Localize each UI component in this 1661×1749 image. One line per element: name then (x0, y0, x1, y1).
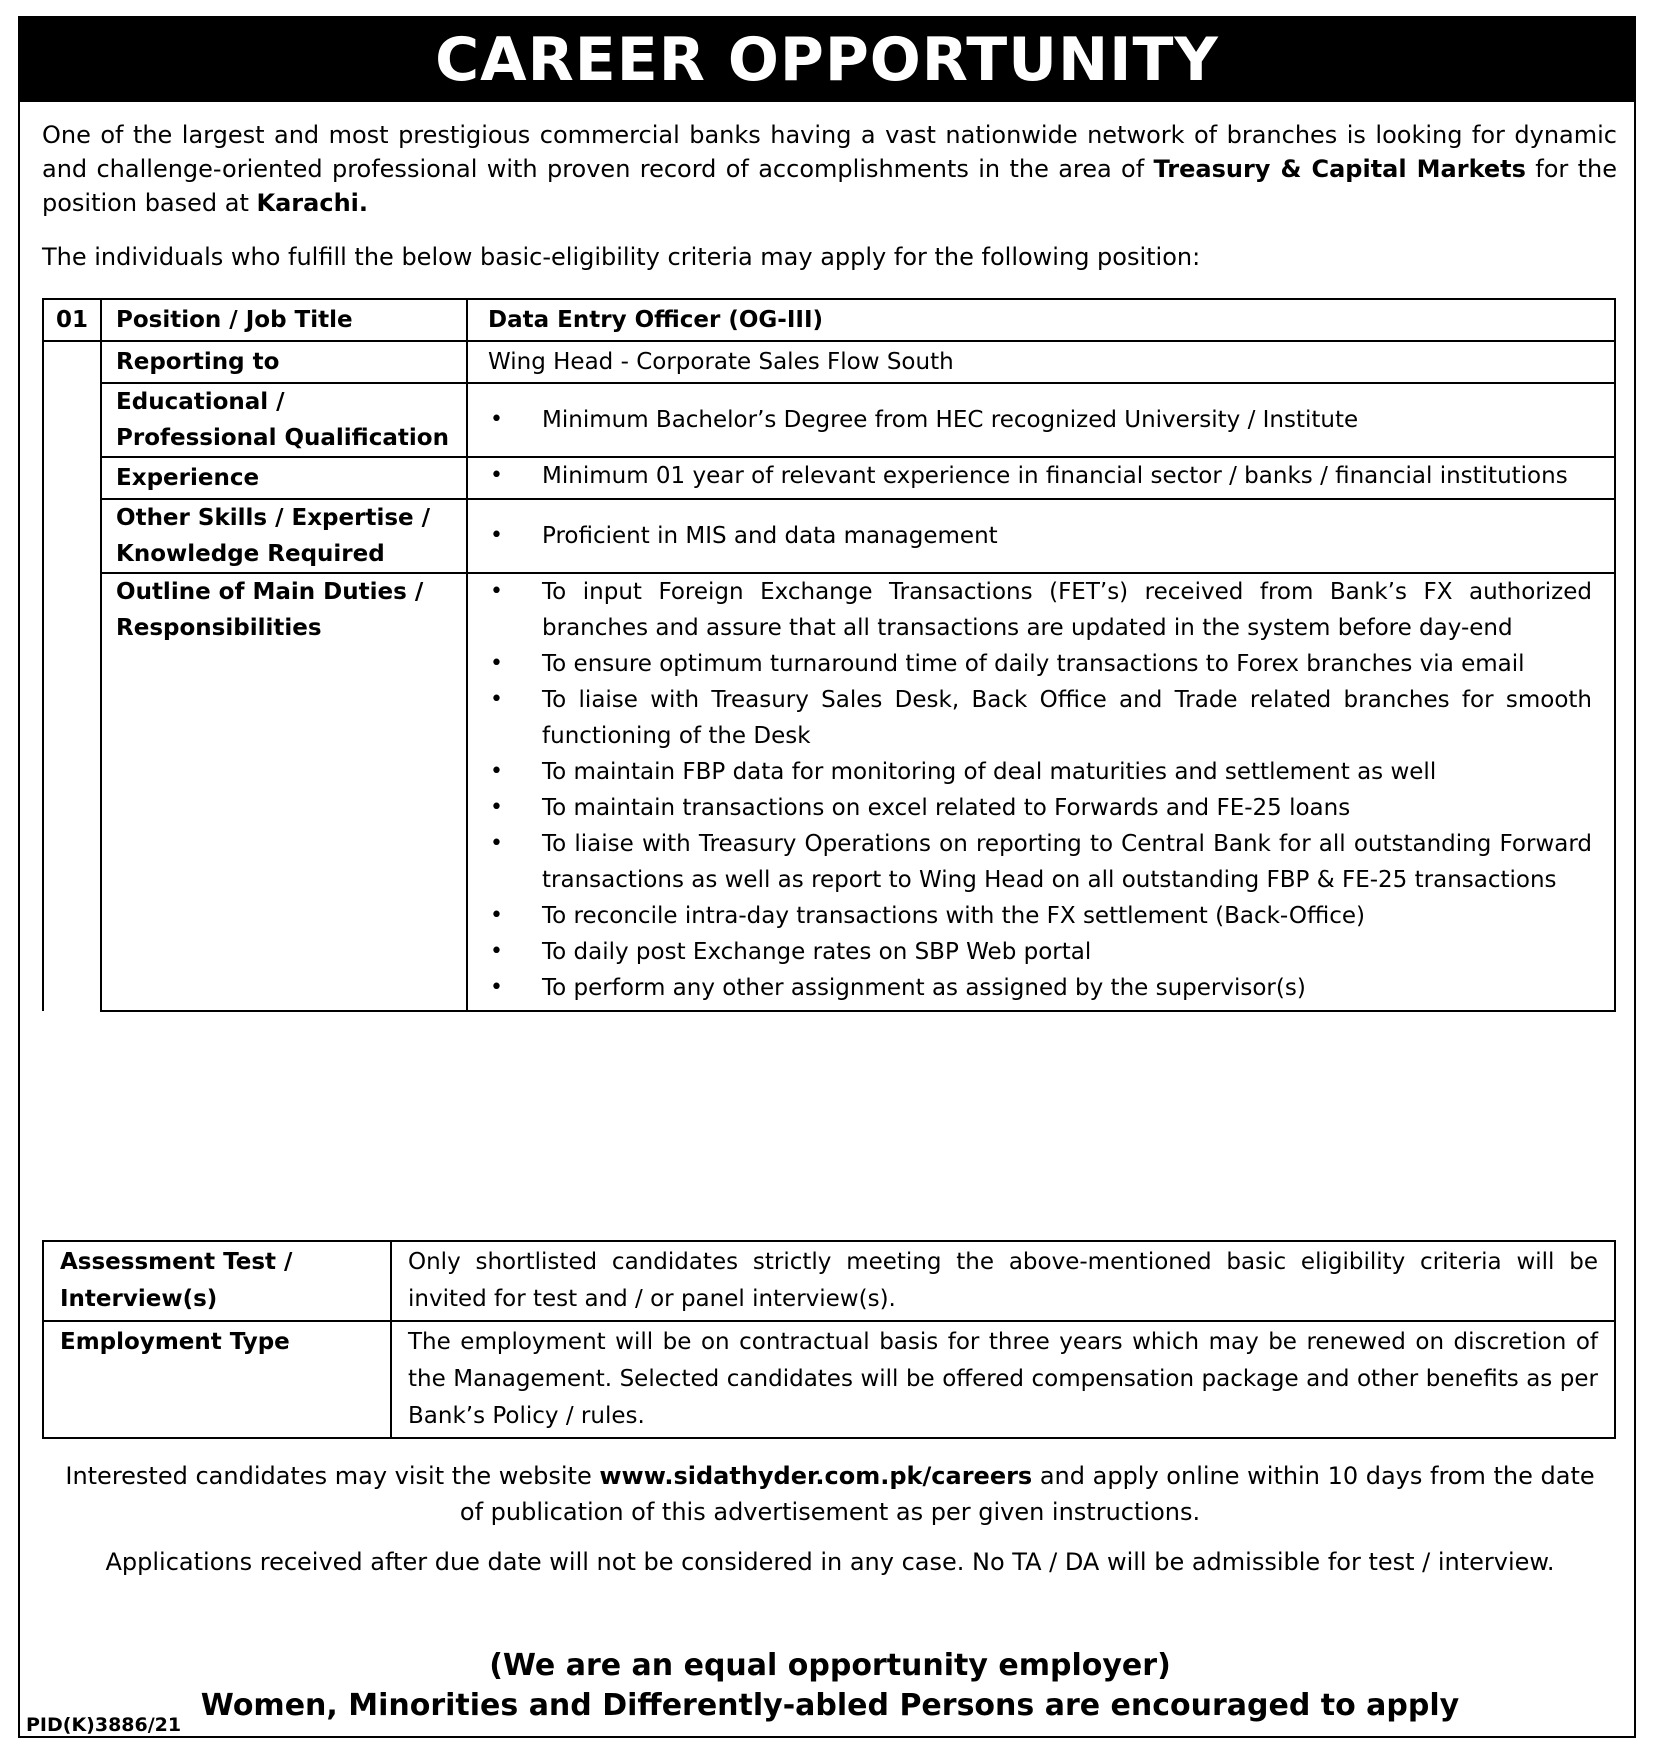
assessment-value: Only shortlisted candidates strictly meeting the above-mentioned basic eligibility criteria will be invited for test and / or panel interview(s). (391, 1241, 1615, 1321)
list-item: • To ensure optimum turnaround time of daily transactions to Forex branches via email (488, 646, 1600, 682)
skills-value (467, 499, 1615, 573)
education-value (467, 383, 1615, 457)
table-row (43, 1241, 1615, 1321)
list-item: • To liaise with Treasury Sales Desk, Back Office and Trade related branches for smooth functioning of the Desk (488, 682, 1600, 754)
position-number: 01 (43, 299, 101, 341)
list-item: • To daily post Exchange rates on SBP Web portal (488, 934, 1600, 970)
employment-label: Employment Type (43, 1321, 391, 1438)
late-application-note: Applications received after due date will not be considered in any case. No TA / DA will be admissible for test / interview. (105, 1548, 1555, 1576)
encouragement-statement: Women, Minorities and Differently-abled Persons are encouraged to apply (200, 1688, 1460, 1723)
assessment-label (43, 1241, 391, 1321)
list-item: • To reconcile intra-day transactions with the FX settlement (Back-Office) (488, 898, 1600, 934)
table-row (43, 499, 1615, 573)
list-item: • To maintain transactions on excel related to Forwards and FE-25 loans (488, 790, 1600, 826)
skills-label-line2: Knowledge Required (116, 541, 385, 567)
experience-value (467, 457, 1615, 499)
intro-text-a: One of the largest and most prestigious commercial banks having a vast nationwide network of branches is looking for dynamic and challenge-oriented professional with proven record of accomplishments in the area of (42, 121, 1617, 183)
intro-city: Karachi. (256, 189, 368, 217)
list-item: • To perform any other assignment as assigned by the supervisor(s) (488, 970, 1600, 1006)
table-row (43, 299, 1615, 341)
title-label: Position / Job Title (101, 299, 467, 341)
list-item: • Minimum 01 year of relevant experience in financial sector / banks / financial institutions (488, 458, 1600, 494)
table-row (43, 383, 1615, 457)
employment-value: The employment will be on contractual basis for three years which may be renewed on discretion of the Management. Selected candidates will be offered compensation package and other benefits as per Bank’s Policy / rules. (391, 1321, 1615, 1438)
intro-area: Treasury & Capital Markets (1153, 155, 1526, 183)
skills-label-line1: Other Skills / Expertise / (116, 505, 431, 531)
apply-instructions (60, 1458, 1600, 1530)
duties-label-line2: Responsibilities (116, 615, 322, 641)
eligibility-intro: The individuals who fulfill the below basic-eligibility criteria may apply for the following position: (42, 243, 1201, 271)
table-row (43, 573, 1615, 1011)
duties-list (488, 574, 1600, 1006)
terms-table (42, 1240, 1616, 1439)
publication-id: PID(K)3886/21 (26, 1714, 182, 1736)
table-row (43, 341, 1615, 383)
apply-text-b: and apply online within 10 days from the date of publication of this advertisement as per given instructions. (459, 1462, 1595, 1526)
list-item: • Minimum Bachelor’s Degree from HEC recognized University / Institute (488, 400, 1600, 440)
education-label (101, 383, 467, 457)
duties-label (101, 573, 467, 1011)
table-row (43, 1321, 1615, 1438)
advertisement-frame (18, 16, 1636, 1738)
position-table (42, 298, 1616, 1012)
reporting-label: Reporting to (101, 341, 467, 383)
list-item: • Proficient in MIS and data management (488, 516, 1600, 556)
assessment-label-line2: Interview(s) (60, 1286, 218, 1312)
apply-text-a: Interested candidates may visit the website (65, 1462, 600, 1490)
list-item: • To input Foreign Exchange Transactions (FET’s) received from Bank’s FX authorized branches and assure that all transactions are updated in the system before day-end (488, 574, 1600, 646)
duties-label-line1: Outline of Main Duties / (116, 579, 424, 605)
list-item: • To liaise with Treasury Operations on reporting to Central Bank for all outstanding Forward transactions as well as report to Wing Head on all outstanding FBP & FE-25 transactions (488, 826, 1600, 898)
experience-label: Experience (101, 457, 467, 499)
duties-value (467, 573, 1615, 1011)
education-label-line2: Professional Qualification (116, 425, 449, 451)
intro-paragraph (42, 118, 1617, 220)
intro-text-b: for the position based at (42, 155, 1617, 217)
assessment-label-line1: Assessment Test / (60, 1249, 293, 1275)
equal-opportunity-statement: (We are an equal opportunity employer) (489, 1648, 1171, 1683)
title-value: Data Entry Officer (OG-III) (467, 299, 1615, 341)
list-item: • To maintain FBP data for monitoring of deal maturities and settlement as well (488, 754, 1600, 790)
website-link[interactable]: www.sidathyder.com.pk/careers (599, 1462, 1033, 1490)
reporting-value: Wing Head - Corporate Sales Flow South (467, 341, 1615, 383)
skills-label (101, 499, 467, 573)
page-title: CAREER OPPORTUNITY (20, 18, 1634, 102)
education-label-line1: Educational / (116, 389, 285, 415)
number-column-blank (43, 341, 101, 1011)
table-row (43, 457, 1615, 499)
